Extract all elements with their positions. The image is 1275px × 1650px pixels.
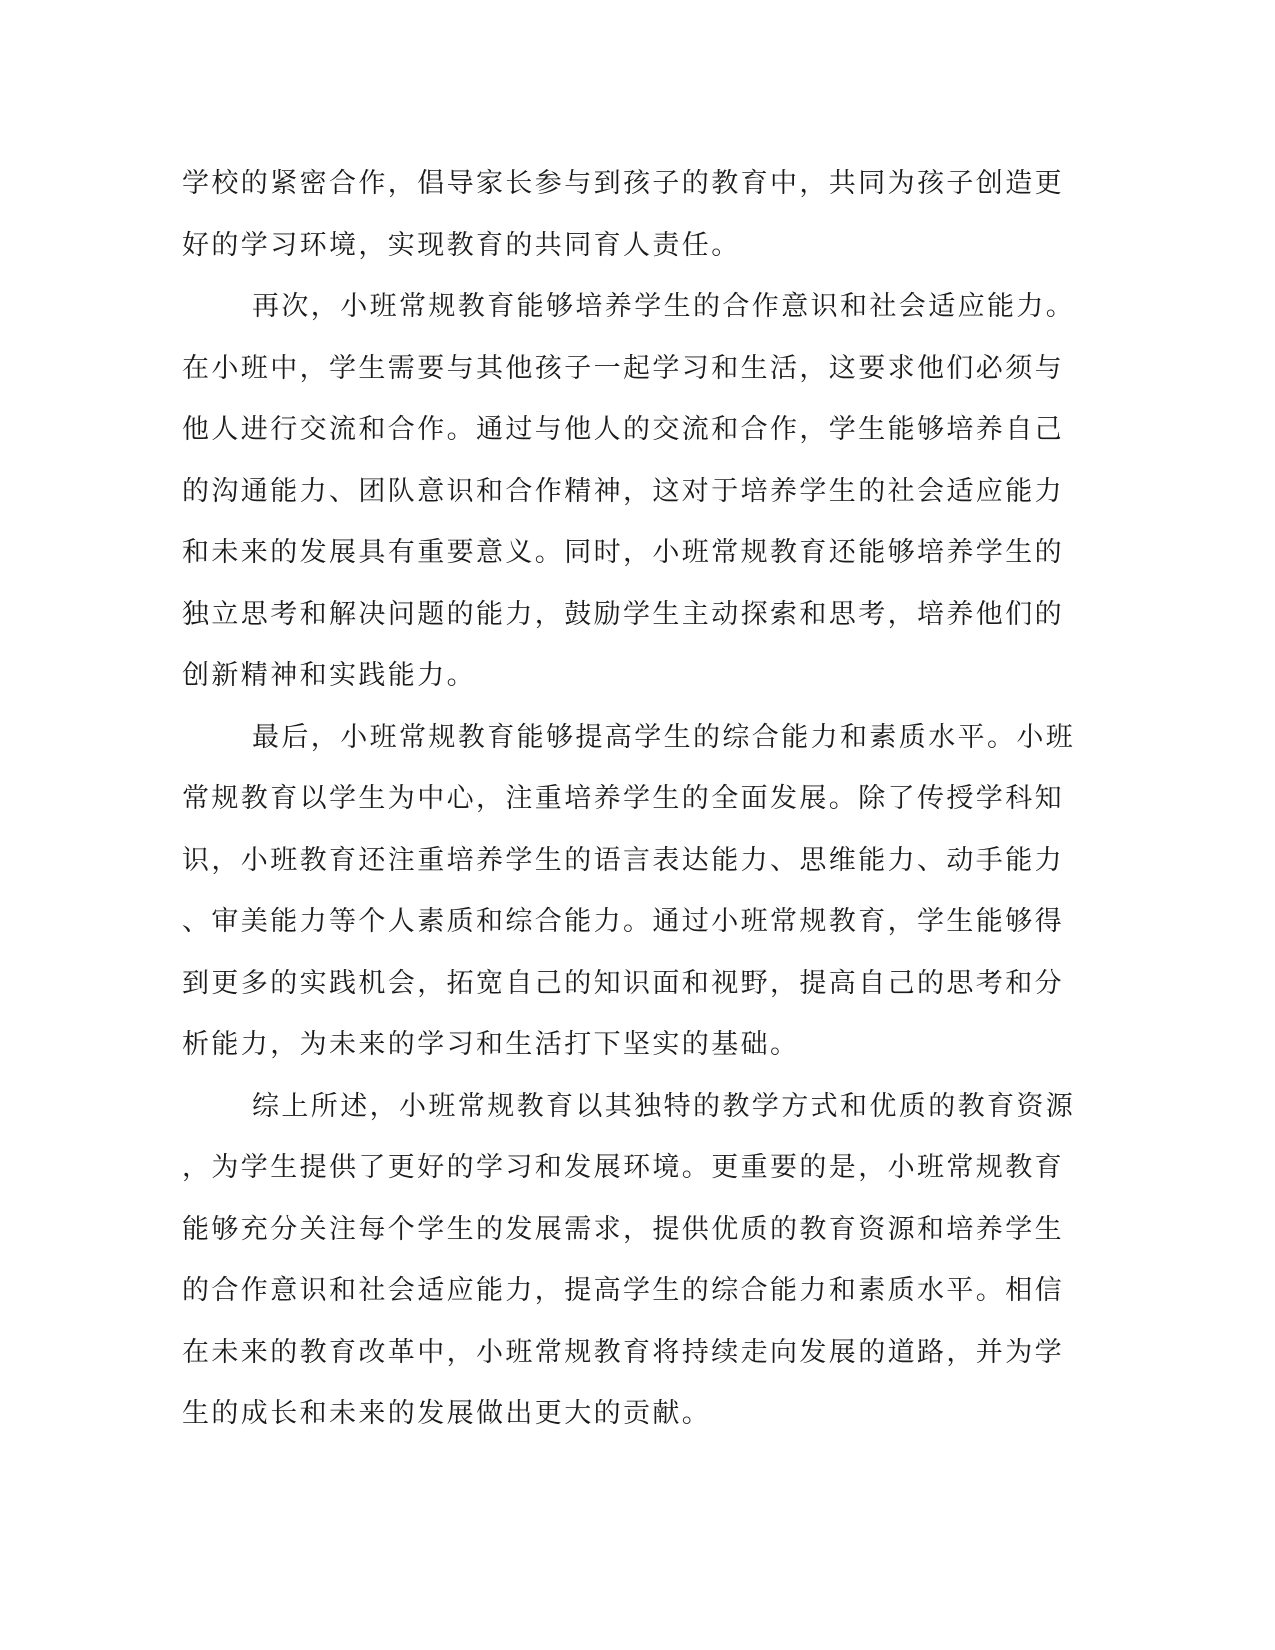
text-line: 再次，小班常规教育能够培养学生的合作意识和社会适应能力。 — [252, 291, 1076, 322]
text-line: ，为学生提供了更好的学习和发展环境。更重要的是，小班常规教育 — [182, 1152, 1064, 1183]
paragraph-2 — [182, 283, 1076, 714]
text-line: 他人进行交流和合作。通过与他人的交流和合作，学生能够培养自己 — [182, 414, 1064, 445]
text-line: 好的学习环境，实现教育的共同育人责任。 — [182, 229, 741, 261]
paragraph-4 — [182, 1083, 1076, 1452]
text-line: 的沟通能力、团队意识和合作精神，这对于培养学生的社会适应能力 — [182, 475, 1064, 507]
text-line: 独立思考和解决问题的能力，鼓励学生主动探索和思考，培养他们的 — [182, 598, 1064, 630]
text-line: 生的成长和未来的发展做出更大的贡献。 — [182, 1398, 712, 1429]
text-line: 析能力，为未来的学习和生活打下坚实的基础。 — [182, 1029, 800, 1060]
document-body — [182, 160, 1076, 1452]
text-line: 学校的紧密合作，倡导家长参与到孩子的教育中，共同为孩子创造更 — [182, 168, 1064, 199]
paragraph-1 — [182, 160, 1064, 283]
text-line: 在未来的教育改革中，小班常规教育将持续走向发展的道路，并为学 — [182, 1336, 1064, 1368]
text-line: 最后，小班常规教育能够提高学生的综合能力和素质水平。小班 — [252, 721, 1076, 753]
text-line: 常规教育以学生为中心，注重培养学生的全面发展。除了传授学科知 — [182, 783, 1064, 814]
text-line: 和未来的发展具有重要意义。同时，小班常规教育还能够培养学生的 — [182, 537, 1064, 568]
text-line: 、审美能力等个人素质和综合能力。通过小班常规教育，学生能够得 — [182, 906, 1064, 937]
paragraph-3 — [182, 714, 1076, 1083]
text-line: 到更多的实践机会，拓宽自己的知识面和视野，提高自己的思考和分 — [182, 967, 1064, 999]
text-line: 能够充分关注每个学生的发展需求，提供优质的教育资源和培养学生 — [182, 1213, 1064, 1245]
text-line: 创新精神和实践能力。 — [182, 660, 476, 691]
text-line: 的合作意识和社会适应能力，提高学生的综合能力和素质水平。相信 — [182, 1275, 1064, 1306]
text-line: 识，小班教育还注重培养学生的语言表达能力、思维能力、动手能力 — [182, 844, 1064, 876]
text-line: 综上所述，小班常规教育以其独特的教学方式和优质的教育资源 — [252, 1090, 1076, 1122]
text-line: 在小班中，学生需要与其他孩子一起学习和生活，这要求他们必须与 — [182, 352, 1064, 384]
